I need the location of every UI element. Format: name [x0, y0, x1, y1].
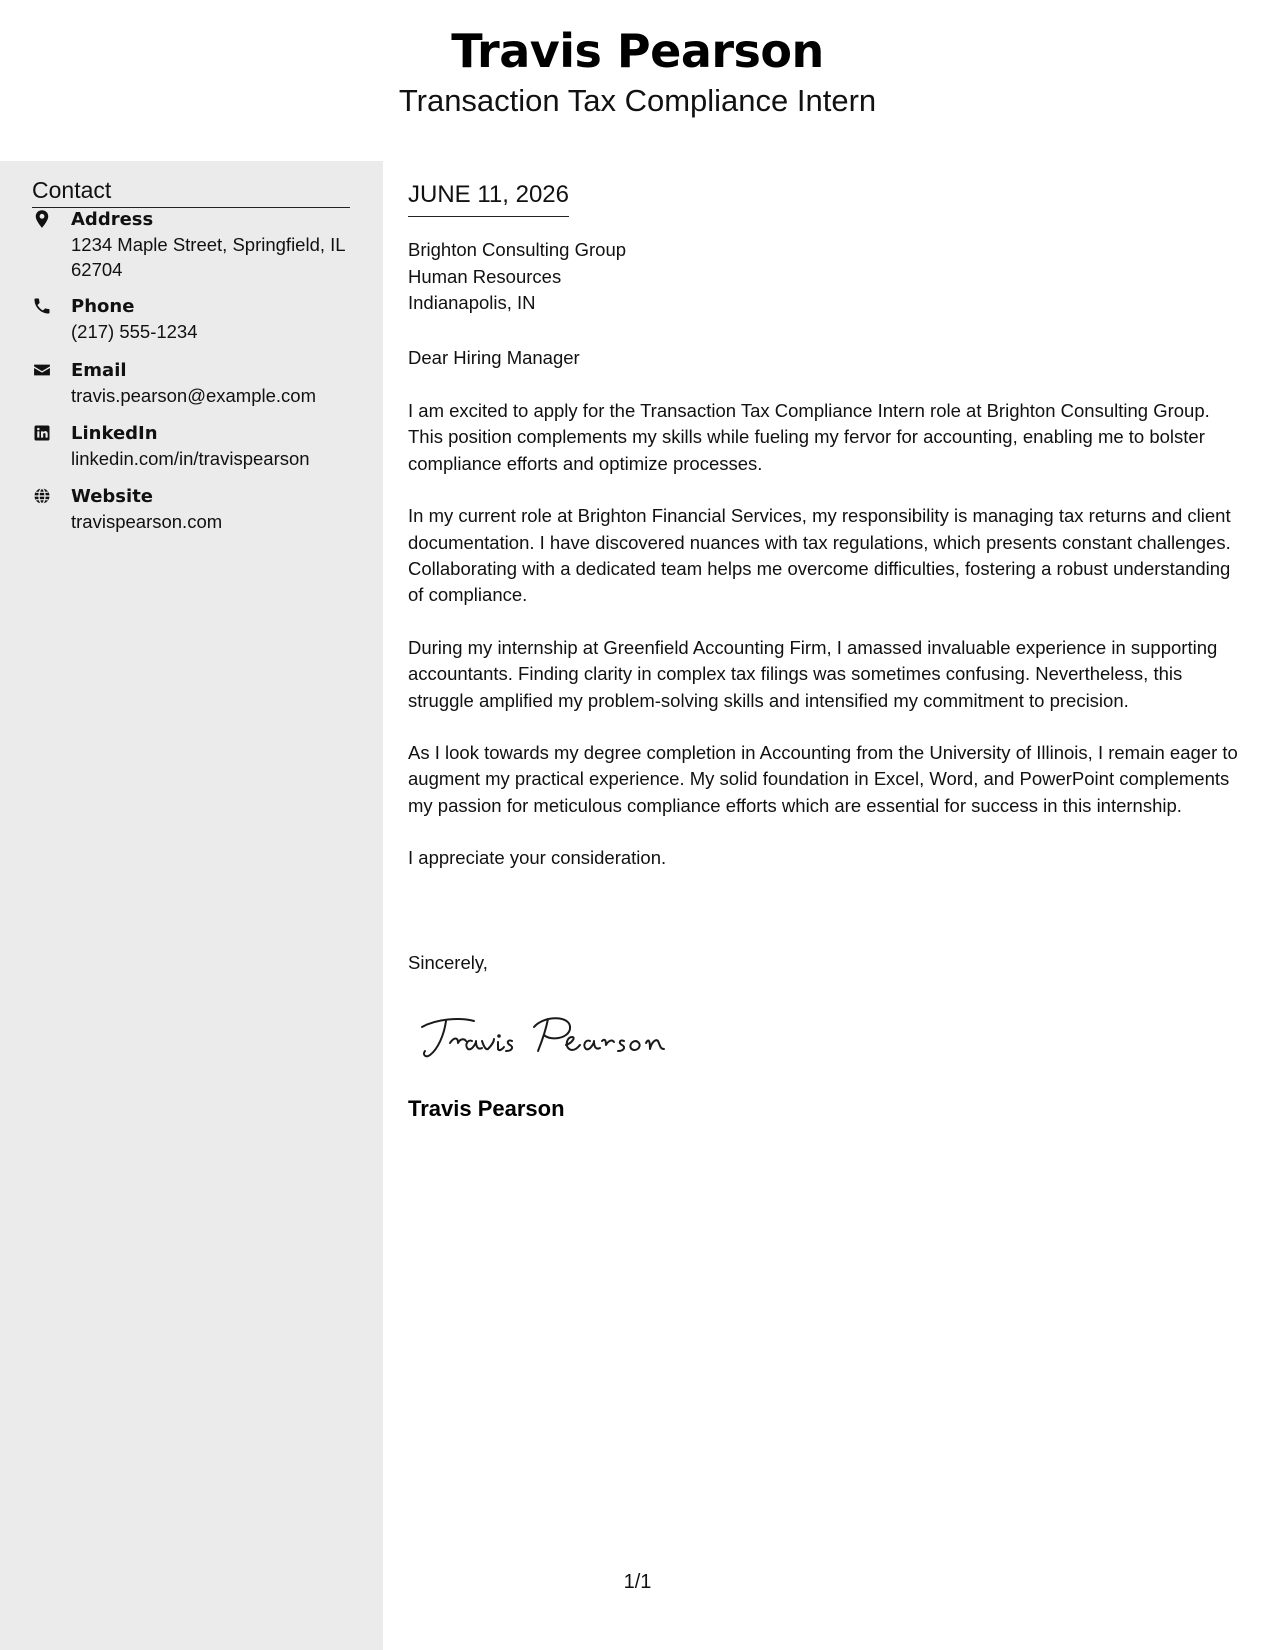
closing: Sincerely,: [408, 952, 488, 973]
contact-value: travispearson.com: [71, 511, 223, 532]
handwritten-signature: [416, 1005, 686, 1075]
contact-value: linkedin.com/in/travispearson: [71, 448, 310, 469]
linkedin-icon: [32, 423, 54, 445]
contact-label: Email: [71, 360, 127, 381]
paragraph: In my current role at Brighton Financial Services, my responsibility is managing tax returns and client documentation. I have discovered nuances with tax regulations, which presents constant challenges. Collaborating with a dedicated team helps me overcome difficulties, fostering a robust understanding of compliance.: [408, 505, 1231, 606]
contact-heading: Contact: [32, 175, 350, 208]
salutation: Dear Hiring Manager: [408, 347, 580, 368]
contact-label: Website: [71, 486, 154, 507]
applicant-name: Travis Pearson: [451, 24, 824, 78]
signer-name: Travis Pearson: [408, 1096, 565, 1121]
recipient-block: [408, 237, 1248, 317]
header: [0, 0, 1275, 161]
globe-icon: [32, 486, 54, 508]
page-number: 1/1: [623, 1571, 652, 1593]
job-title: Transaction Tax Compliance Intern: [398, 83, 877, 118]
contact-value: travis.pearson@example.com: [71, 385, 316, 406]
paragraph: As I look towards my degree completion in Accounting from the University of Illinois, I remain eager to augment my practical experience. My solid foundation in Excel, Word, and PowerPoint complements my passion for meticulous compliance efforts which are essential for success in this internship.: [408, 742, 1238, 816]
contact-label: Phone: [71, 296, 135, 317]
recipient-line: Indianapolis, IN: [408, 292, 536, 313]
phone-icon: [32, 296, 54, 318]
contact-value: (217) 555-1234: [71, 321, 198, 342]
envelope-icon: [32, 360, 54, 382]
paragraph: I appreciate your consideration.: [408, 847, 667, 869]
recipient-line: Human Resources: [408, 265, 562, 287]
contact-value: 1234 Maple Street, Springfield, IL 62704: [71, 234, 345, 280]
map-pin-icon: [32, 209, 54, 231]
paragraph: During my internship at Greenfield Accounting Firm, I amassed invaluable experience in supporting accountants. Finding clarity in complex tax filings was sometimes confusing. Nevertheless, this struggle amplified my problem-solving skills and intensified my commitment to precision.: [408, 636, 1218, 711]
contact-label: LinkedIn: [71, 423, 158, 444]
recipient-line: Brighton Consulting Group: [408, 239, 627, 260]
contact-sidebar: [0, 161, 383, 1650]
contact-label: Address: [71, 209, 154, 230]
paragraph: I am excited to apply for the Transaction Tax Compliance Intern role at Brighton Consulting Group. This position complements my skills while fueling my fervor for accounting, enabling me to bolster compliance efforts and optimize processes.: [408, 400, 1210, 474]
letter-date: JUNE 11, 2026: [408, 179, 569, 217]
body-paragraphs: [408, 398, 1248, 898]
